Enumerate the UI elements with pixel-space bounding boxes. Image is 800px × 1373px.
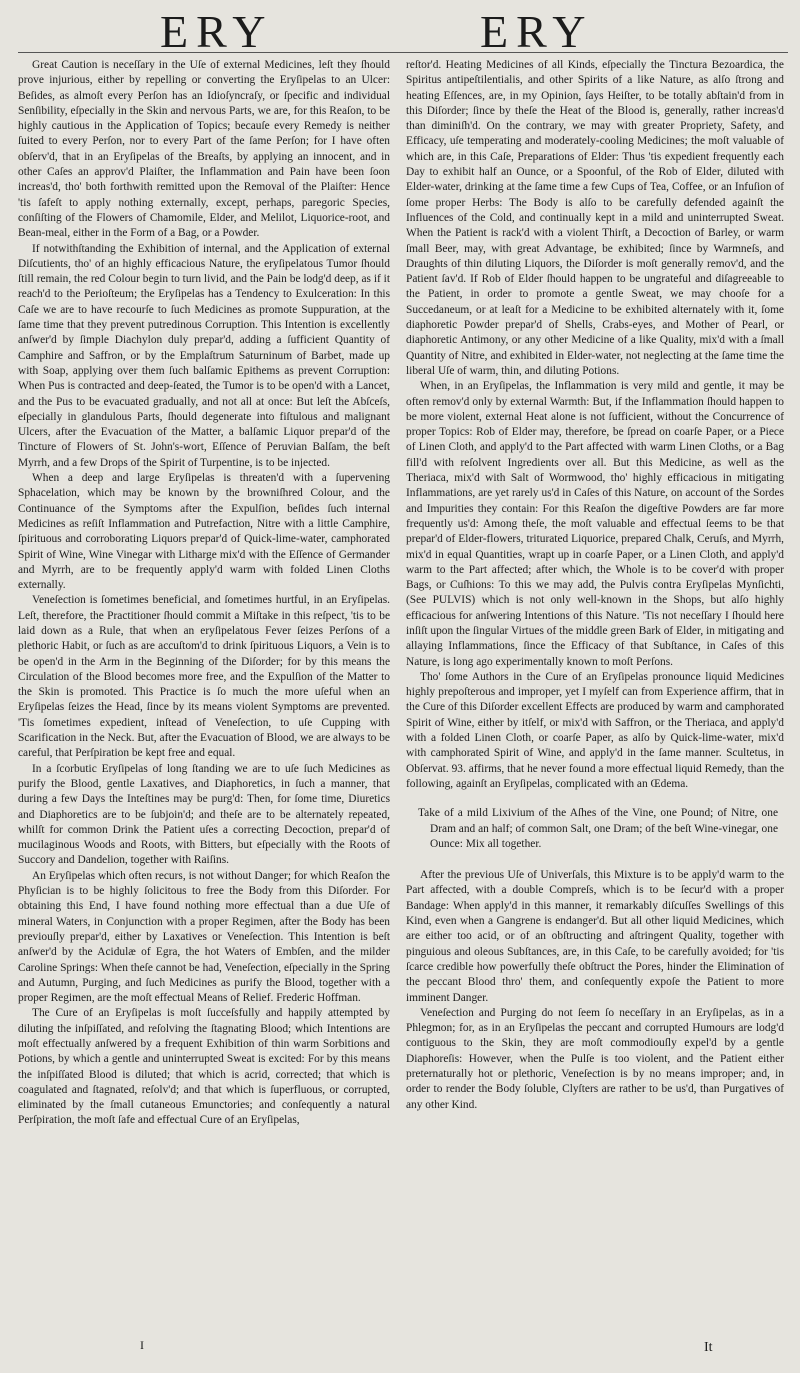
paragraph: reſtor'd. Heating Medicines of all Kinds, eſpecially the Tinctura Bezoardica, the Spiritus antipeſtilentialis, and other Spirits of a like Nature, as alſo ſtrong and heating Eſſences, are, in my Opinion, ſays Heiſter, to be totally abſtain'd from in this Diſorder; ſince by theſe the Heat of the Blood is, generally, rather increas'd than diminiſh'd. On the contrary, we may with greater Propriety, Safety, and Efficacy, uſe temperating and moderately-cooling Medicines; the moſt valuable of which are, in this Caſe, Preparations of Elder: Thus 'tis expedient frequently each Day to exhibit half an Ounce, or a Spoonful, of the Rob of Elder, diluted with Elder-water, drinking at the ſame time a few Cups of Tea, Coffee, or an Infuſion of ſome proper Herbs: The Body is alſo to be carefully defended againſt the Influences of the Cold, and continually kept in a mild and uninterrupted Sweat. When the Patient is rack'd with a violent Thirſt, a Decoction of Barley, or warm ſmall Beer, may, with great Advantage, be exhibited; ſince by Warmneſs, and Draughts of thin diluting Liquors, the Diſorder is moſt generally remov'd, and the Patient ſav'd. If Rob of Elder ſhould happen to be ungrateful and diſagreeable to the Patient, in order to promote a gentle Sweat, we may chooſe for a Succedaneum, or at leaſt for a Medicine to be exhibited alternately with it, ſome diaphoretic Powder prepar'd of Shells, Crabs-eyes, and Mother of Pearl, or diaphoretic Antimony, or any other Medicine of a like Quality, mix'd with a ſmall Quantity of Nitre, and exhibited in Elder-water, not neglecting at the ſame time the liberal Uſe of warm, thin, and diluting Potions. — [406, 59, 784, 377]
paragraph: After the previous Uſe of Univerſals, this Mixture is to be apply'd warm to the Part affected, with a double Compreſs, which is to be ſecur'd with a proper Bandage: When apply'd in this manner, it remarkably diſcuſſes Swellings of this Kind, even when a Gangrene is endanger'd. But all other liquid Medicines, which are either too acid, or of an obſtructing and aſtringent Quality, together with pinguious and oleous Subſtances, are, in this Caſe, to be carefully avoided; for 'tis ſcarce credible how powerfully theſe obſtruct the Pores, hinder the Elimination of the peccant Blood thro' them, and conſequently expoſe the Patient to more imminent Danger. — [406, 869, 784, 1004]
paragraph: Great Caution is neceſſary in the Uſe of external Medicines, leſt they ſhould prove injurious, either by repelling or converting the Eryſipelas to an Ulcer: Beſides, as almoſt every Perſon has an Idioſyncraſy, or ſpecific and individual Senſibility, eſpecially in the Skin and nervous Parts, we are, for this Reaſon, to be highly cautious in the Application of Topics; becauſe every Remedy is neither ſuited to every Perſon, nor to every Part of the ſame Perſon; for I have often obſerv'd, that in an Eryſipelas of the Breaſts, by applying an innocent, and in other Caſes an approv'd Plaiſter, the Inflammation and Pain have been ſoon increas'd, tho' both forthwith remitted upon the Removal of the Plaiſter: Hence 'tis ſafeſt to apply nothing externally, except, perhaps, paregoric Species, conſiſting of the Flowers of Chamomile, Elder, and Melilot, Liquorice-root, and Bean-meal, either in the Form of a Bag, or a Powder. — [18, 59, 390, 240]
paragraph: When a deep and large Eryſipelas is threaten'd with a ſupervening Sphacelation, which may be known by the browniſhred Colour, and the Continuance of the Symptoms after the Expulſion, beſides ſuch internal Medicines as reſiſt Inflammation and Putrefaction, Nitre with a little Camphire, ſpirituous and corroborating Liquors prepar'd of Quick-lime-water, camphorated Spirit of Wine, Wine Vinegar with Litharge mix'd with the Eſſence of Germander and Myrrh, are to be frequently apply'd warm with folded Linen Cloths externally. — [18, 472, 390, 592]
running-head-left: ERY — [160, 6, 274, 57]
recipe-block: Take of a mild Lixivium of the Aſhes of the Vine, one Pound; of Nitre, one Dram and an half; of common Salt, one Dram; of the beſt Wine-vinegar, one Ounce: Mix all together. — [418, 807, 778, 850]
header-rule — [18, 52, 788, 53]
paragraph: If notwithſtanding the Exhibition of internal, and the Application of external Diſcutients, tho' of an highly efficacious Nature, the eryſipelatous Tumor ſhould ſtill remain, the red Colour begin to turn livid, and the Pain be lodg'd deep, as if it reach'd to the Perioſteum; the Eryſipelas has a Tendency to Exulceration: In this Caſe we are to have recourſe to ſuch Medicines as promote Suppuration, at the ſame time that they prevent putredinous Corruption. This Intention is excellently anſwer'd by ſimple Diachylon duly prepar'd, adding a ſufficient Quantity of Camphire and Saffron, or by the Emplaſtrum Saturninum of Barbet, made up with Soap, applying over them ſuch balſamic Epithems as prevent Corruption: When Pus is contracted and deep-ſeated, the Tumor is to be open'd with a Lancet, and the Pus to be evacuated gradually, and not all at once: But leſt the Abſceſs, eſpecially in glandulous Parts, ſhould degenerate into fiſtulous and malignant Ulcers, after the Evacuation of the Matter, a balſamic Liquor prepar'd of the Tincture of Flowers of St. John's-wort, Eſſence of Peruvian Balſam, the beſt Myrrh, and a few Drops of the Spirit of Turpentine, is to be injected. — [18, 242, 390, 469]
paragraph: An Eryſipelas which often recurs, is not without Danger; for which Reaſon the Phyſician is to be highly ſolicitous to free the Body from this Diſorder. For obtaining this End, I have found nothing more effectual than a due Uſe of mineral Waters, in Conjunction with a proper Regimen, after the Body has been previouſly prepar'd, either by Laxatives or Veneſection. This Intention is beſt anſwer'd by the Acidulæ of Egra, the hot Waters of Embſen, and the milder Caroline Springs: When theſe cannot be had, Veneſection, eſpecially in the Spring and Autumn, Purging, and ſuch Medicines as purify the Blood, together with a proper Regimen, are the moſt effectual Means of Relief. Frederic Hoffman. — [18, 869, 390, 1005]
paragraph: Veneſection and Purging do not ſeem ſo neceſſary in an Eryſipelas, as in a Phlegmon; for, as in an Eryſipelas the peccant and corrupted Humours are lodg'd contiguous to the Skin, they are moſt commodiouſly expel'd by a gentle Diaphoreſis: However, when the Pulſe is too violent, and the Patient either preternaturally hot or plethoric, Veneſection is by no means improper; and, in order to render the Body ſoluble, Clyſters are rather to be us'd, than Purgatives of any other Kind. — [406, 1006, 784, 1111]
running-head-right: ERY — [480, 6, 594, 57]
catchword: It — [704, 1340, 713, 1355]
right-column — [406, 58, 784, 1330]
left-column — [18, 58, 390, 1330]
signature-mark: I — [140, 1338, 144, 1352]
paragraph: Veneſection is ſometimes beneficial, and ſometimes hurtful, in an Eryſipelas. Leſt, therefore, the Practitioner ſhould commit a Miſtake in this reſpect, 'tis to be laid down as a Rule, that when an eryſipelatous Fever ſeizes Perſons of a plethoric Habit, or ſuch as are accuſtom'd to drink ſpirituous Liquors, a Vein is to be open'd in the Arm in the Beginning of the Diſorder; for by this means the Circulation of the Blood becomes more free, and the Expulſion of the Matter to the Skin is promoted. This Practice is ſo much the more uſeful when an Eryſipelas ſeizes the Head, ſince by its means violent Symptoms are prevented. 'Tis ſometimes expedient, inſtead of Veneſection, to uſe Cupping with Scarification in the Neck. But, after the Evacuation of Blood, we are always to be careful, that Perſpiration be kept free and equal. — [18, 594, 390, 760]
paragraph: When, in an Eryſipelas, the Inflammation is very mild and gentle, it may be often remov'd only by external Warmth: But, if the Inflammation ſhould happen to be more violent, external Heat alone is not ſufficient, without the Concurrence of proper Topics: Rob of Elder may, therefore, be ſpread on coarſe Paper, or a Piece of Linen Cloth, and apply'd to the Part affected with warm Linen Cloths, or a Bag fill'd with reſolvent Ingredients over all. But this Medicine, as well as the Theriaca, mix'd with Salt of Wormwood, tho' highly efficacious in mitigating Inflammations, are yet rarely us'd in Caſes of this Nature, on account of the Sordes and Impurities they contain: For this Reaſon the digeſtive Powders are far more frequently us'd: Among theſe, the moſt valuable and effectual ſeems to be that prepar'd of Elder-flowers, triturated Liquorice, prepared Chalk, Ceruſs, and Myrrh, mix'd in equal Quantities, wrapt up in coarſe Paper, or a Linen Cloth, and apply'd warm to the Part affected; after which, the Whole is to be cover'd with proper Bags, or Cuſhions: To this we may add, the Pulvis contra Eryſipelas Mynſichti, (See PULVIS) which is not only well-known in the Shops, but alſo highly efficacious for anſwering Intentions of this Nature. 'Tis not neceſſary I ſhould here inſiſt upon the ſingular Virtues of the middle green Bark of Elder, in mitigating and allaying Inflammations, ſince the Efficacy of that Subſtance, in Caſes of this Nature, is long ago experimentally known to moſt Perſons. — [406, 380, 784, 668]
paragraph: The Cure of an Eryſipelas is moſt ſucceſsfully and happily attempted by diluting the inſpiſſated, and reſolving the ſtagnating Blood; which Intentions are moſt effectually anſwered by a frequent Exhibition of thin warm Sorbitions and Potions, by which a gentle and uninterrupted Sweat is excited: For by this means the inſpiſſated Blood is diluted; that which is acrid, corrected; that which is coagulated and ſtagnated, reſolv'd; and that which is ſuperfluous, or corrupted, eliminated by the ſmall cutaneous Emunctories; and conſequently a natural Perſpiration, the moſt ſafe and effectual Cure of an Eryſipelas, — [18, 1007, 390, 1127]
paragraph: In a ſcorbutic Eryſipelas of long ſtanding we are to uſe ſuch Medicines as purify the Blood, gentle Laxatives, and Diaphoretics, in ſuch a manner, that during a few Days the Inteſtines may be purg'd: Then, for ſome time, Diuretics and Diaphoretics are to be ſubjoin'd; and theſe are to be alternately repeated, whilſt for common Drink the Patient uſes a correcting Decoction, prepar'd of mucilaginous Woods and Roots, with Bitters, but eſpecially with the Roots of Succory and Dandelion, together with Raiſins. — [18, 762, 390, 867]
paragraph: Tho' ſome Authors in the Cure of an Eryſipelas pronounce liquid Medicines highly prepoſterous and improper, yet I myſelf can from Experience affirm, that in the Cure of this Diſorder excellent Effects are produced by warm and camphorated Spirit of Wine, either by itſelf, or mix'd with Saffron, or the Theriaca, and apply'd with a folded Linen Cloth, or coarſe Paper, as alſo by Quick-lime-water, mix'd with camphorated Spirit of Wine, and apply'd in the ſame manner. Scultetus, in Obſervat. 93. affirms, that he never found a more effectual liquid Remedy, than the following, againſt an Eryſipelas, complicated with an Œdema. — [406, 670, 784, 790]
